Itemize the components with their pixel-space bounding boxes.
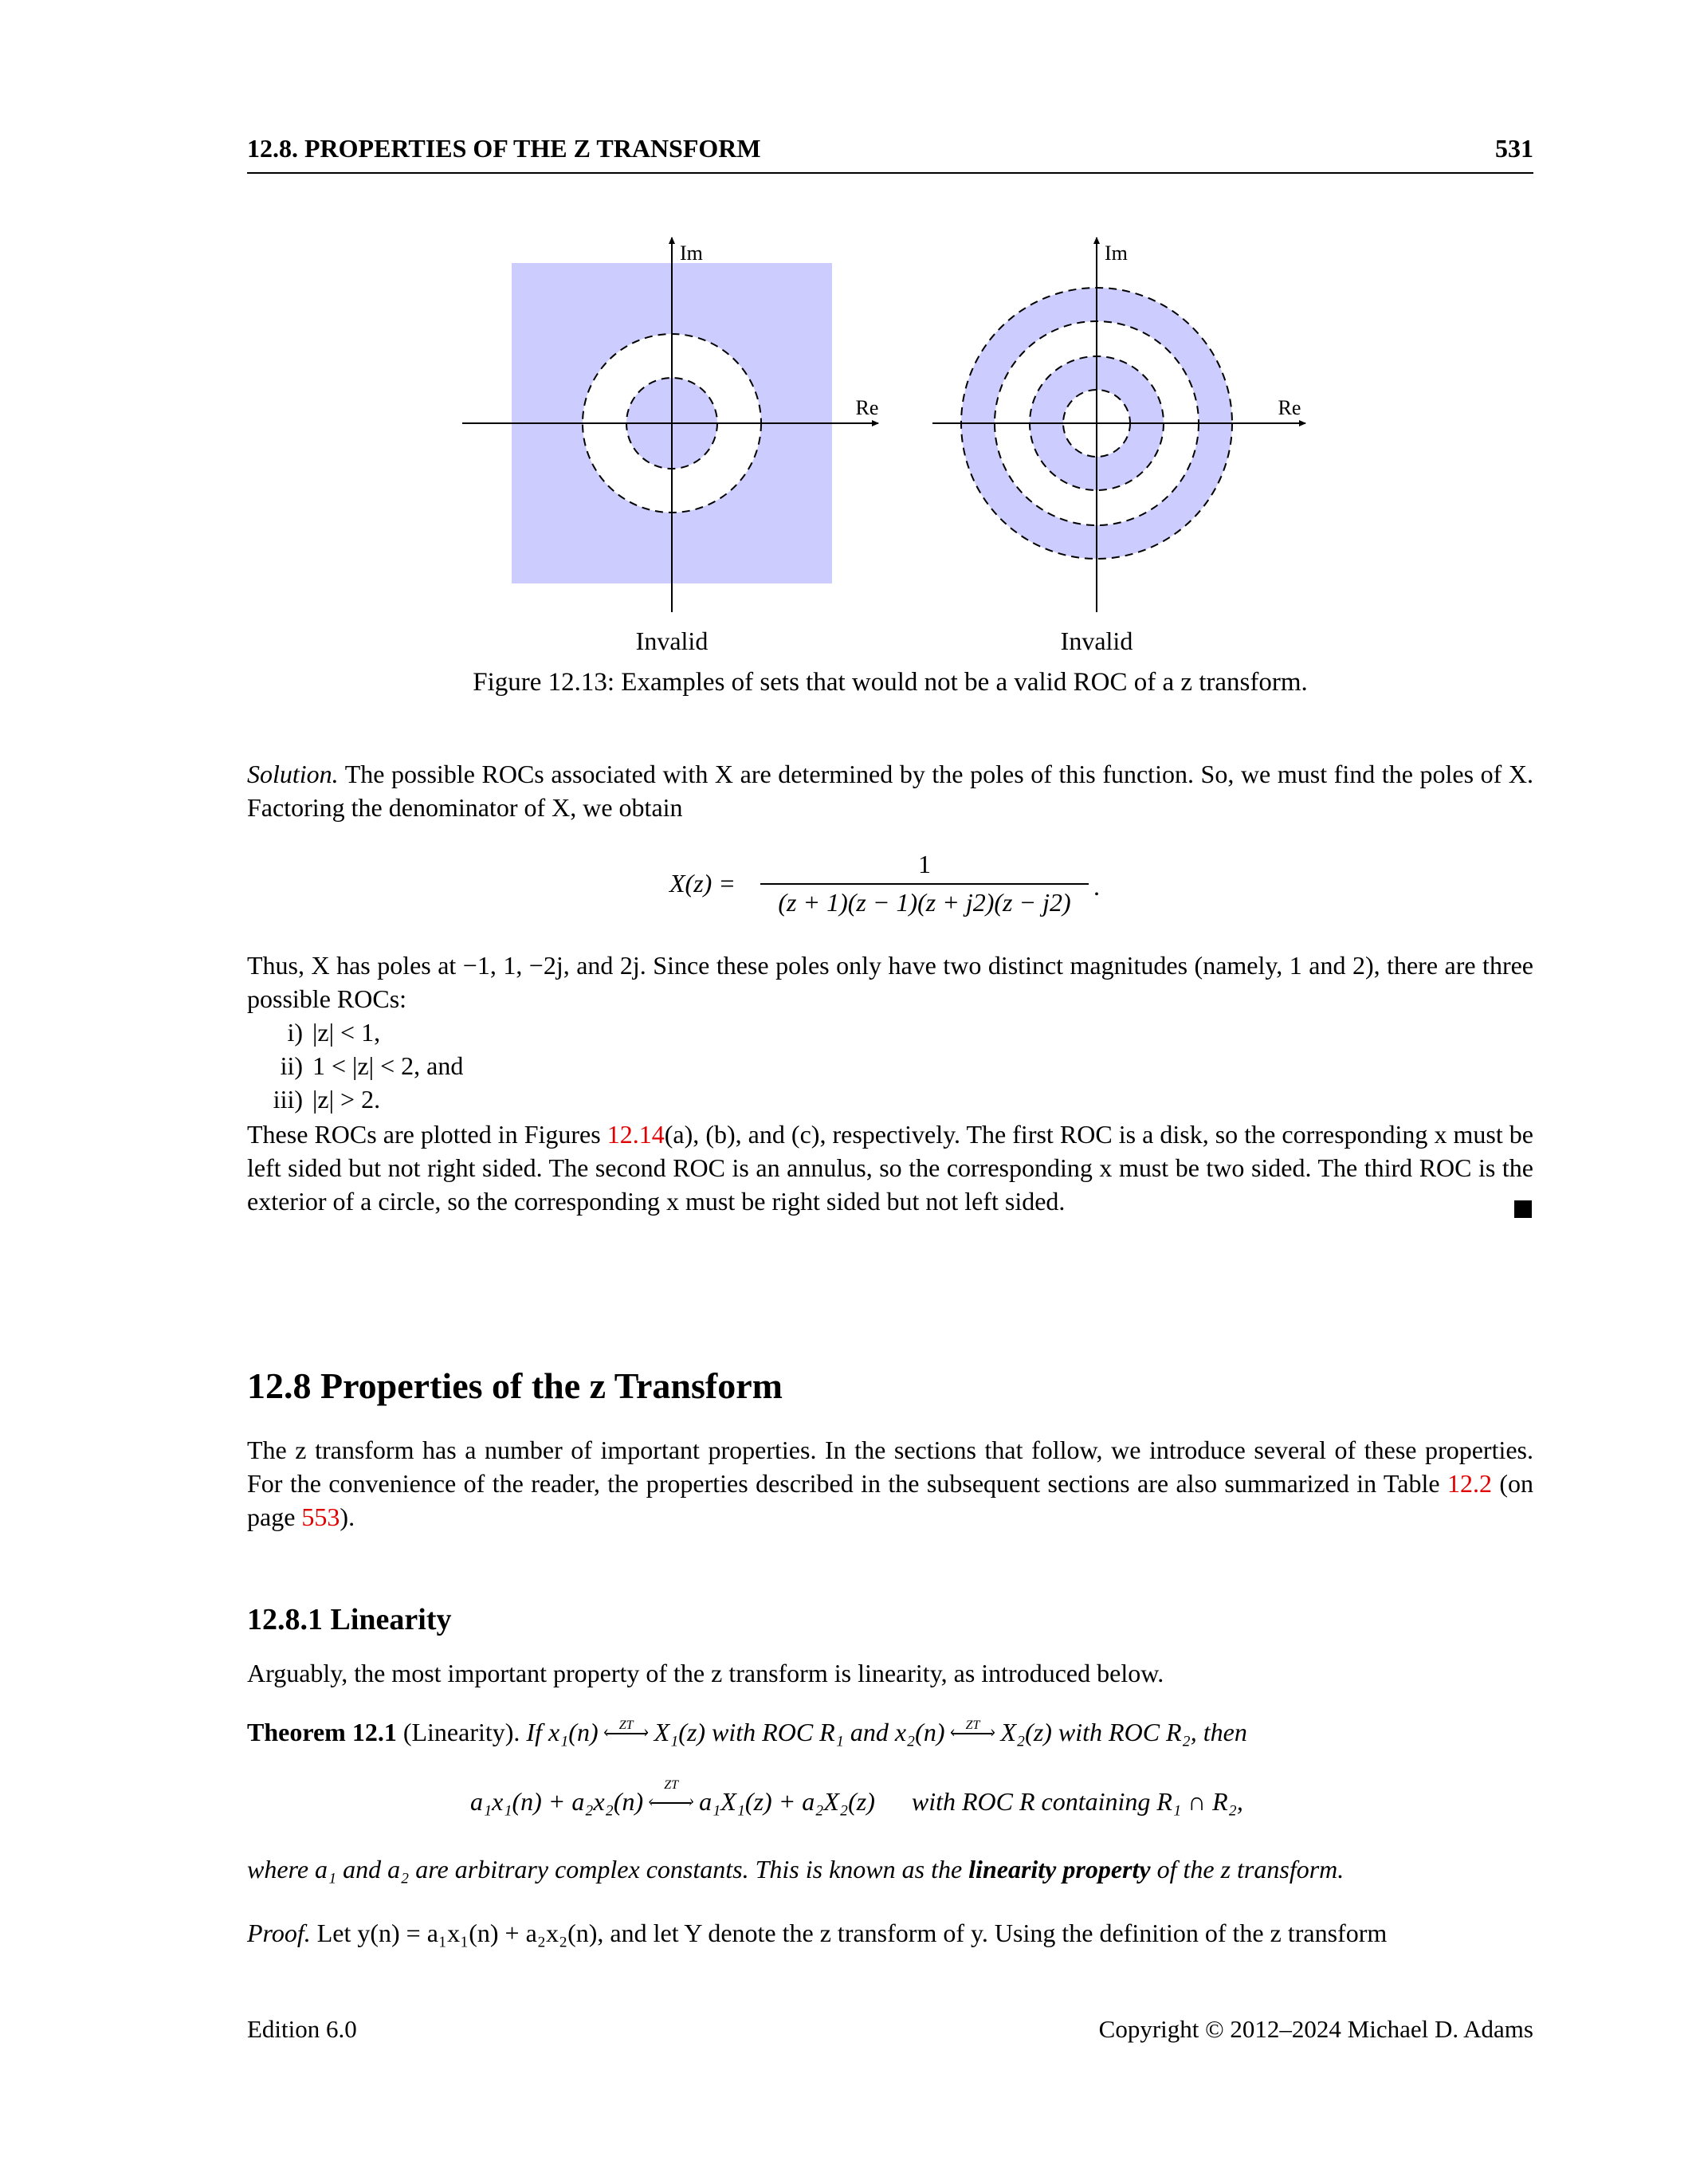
- linearity-eq-left: a₁x₁(n) + a₂x₂(n): [470, 1787, 644, 1816]
- equation-x-end: .: [1093, 872, 1100, 901]
- roc-item: [247, 1082, 463, 1116]
- section-intro-c: ).: [340, 1502, 355, 1531]
- table-ref-link[interactable]: 12.2: [1447, 1469, 1492, 1498]
- right-roc-plot: [932, 238, 1305, 655]
- zt-arrow: ZT ‹ ›: [951, 1720, 994, 1744]
- page-number: 531: [1495, 134, 1533, 163]
- linearity-intro: Arguably, the most important property of the z transform is linearity, as introduced below.: [247, 1659, 1164, 1687]
- where-sentence: [247, 1852, 1533, 1886]
- qed-square: [1514, 1200, 1532, 1218]
- section-intro: [247, 1433, 1533, 1534]
- left-re-label: Re: [855, 396, 879, 419]
- roc-item-text: 1 < |z| < 2, and: [312, 1051, 464, 1080]
- zt-arrow-label: ZT: [965, 1719, 980, 1732]
- header-section-title: 12.8. PROPERTIES OF THE Z TRANSFORM: [247, 134, 761, 163]
- zt-arrow: ZT ‹ ›: [648, 1778, 695, 1810]
- theorem-statement: [247, 1715, 1533, 1749]
- proof-lead: Proof.: [247, 1919, 311, 1947]
- section-intro-b: (on page: [247, 1469, 1534, 1531]
- theorem-if: If x₁(n): [526, 1718, 599, 1746]
- roc-list: [247, 1015, 463, 1116]
- figure-caption: Figure 12.13: Examples of sets that would not be a valid ROC of a z transform.: [473, 668, 1308, 697]
- zt-arrow-label: ZT: [664, 1778, 679, 1792]
- linearity-eq-right: a₁X₁(z) + a₂X₂(z): [699, 1787, 875, 1816]
- right-im-label: Im: [1105, 242, 1128, 265]
- roc-item-number: ii): [280, 1051, 303, 1080]
- linearity-property-term: linearity property: [968, 1855, 1151, 1884]
- where-a: where a₁ and a₂ are arbitrary complex constants. This is known as the: [247, 1855, 963, 1884]
- roc-item: [247, 1049, 463, 1082]
- footer-edition: Edition 6.0: [247, 2015, 357, 2043]
- where-b: of the z transform.: [1156, 1855, 1345, 1884]
- equation-x-denominator: (z + 1)(z − 1)(z + j2)(z − j2): [778, 888, 1071, 917]
- footer-copyright: Copyright © 2012–2024 Michael D. Adams: [1098, 2015, 1533, 2043]
- poles-paragraph: Thus, X has poles at −1, 1, −2j, and 2j. Since these poles only have two distinct magnitudes (namely, 1 and 2), there are three possible ROCs:: [247, 951, 1533, 1013]
- left-roc-plot: [462, 238, 878, 655]
- section-intro-a: The z transform has a number of important properties. In the sections that follow, we introduce several of these properties. For the convenience of the reader, the properties described in the subsequent sections are also summarized in Table: [247, 1436, 1533, 1498]
- proof-paragraph: [247, 1916, 1533, 1950]
- plotted-text-a: These ROCs are plotted in Figures: [247, 1120, 601, 1149]
- left-sublabel: Invalid: [635, 627, 709, 655]
- roc-item-text: |z| > 2.: [312, 1085, 381, 1114]
- roc-item-text: |z| < 1,: [312, 1018, 381, 1047]
- right-sublabel: Invalid: [1060, 627, 1133, 655]
- equation-x-numerator: 1: [918, 850, 931, 878]
- linearity-equation: [470, 1778, 1243, 1817]
- roc-item-number: iii): [273, 1085, 303, 1114]
- subsection-heading: 12.8.1 Linearity: [247, 1603, 452, 1636]
- plotted-paragraph: [247, 1118, 1533, 1218]
- zt-arrow: ZT ‹ ›: [605, 1720, 648, 1744]
- zt-arrow-label: ZT: [618, 1719, 634, 1732]
- figure-ref-link[interactable]: 12.14: [607, 1120, 665, 1149]
- roc-item: [247, 1015, 463, 1049]
- figure-12-13: [430, 223, 1331, 670]
- proof-text: Let y(n) = a₁x₁(n) + a₂x₂(n), and let Y denote the z transform of y. Using the definition of the z transform: [316, 1919, 1388, 1947]
- section-heading: 12.8 Properties of the z Transform: [247, 1365, 783, 1406]
- page-ref-link[interactable]: 553: [301, 1502, 340, 1531]
- roc-item-number: i): [287, 1018, 303, 1047]
- solution-text: The possible ROCs associated with X are determined by the poles of this function. So, we must find the poles of X. Factoring the denominator of X, we obtain: [247, 760, 1534, 822]
- linearity-eq-roc: with ROC R containing R₁ ∩ R₂,: [911, 1787, 1243, 1816]
- solution-paragraph: [247, 757, 1533, 824]
- solution-lead: Solution.: [247, 760, 339, 788]
- equation-x-lhs: X(z) =: [669, 869, 736, 898]
- theorem-label: Theorem 12.1: [247, 1718, 397, 1746]
- running-header: [247, 134, 1533, 174]
- theorem-x1: X₁(z) with ROC R₁ and x₂(n): [654, 1718, 945, 1746]
- theorem-x2: X₂(z) with ROC R₂, then: [1000, 1718, 1247, 1746]
- theorem-name: (Linearity).: [402, 1718, 520, 1746]
- left-im-label: Im: [680, 242, 703, 265]
- equation-x-fraction: [757, 850, 1092, 917]
- right-re-label: Re: [1278, 396, 1301, 419]
- plotted-text-b: (a), (b), and (c), respectively. The first ROC is a disk, so the corresponding x must be left sided but not right sided. The second ROC is an annulus, so the corresponding x must be two sided. The third ROC is the exterior of a circle, so the corresponding x must be right sided but not left sided.: [247, 1120, 1534, 1216]
